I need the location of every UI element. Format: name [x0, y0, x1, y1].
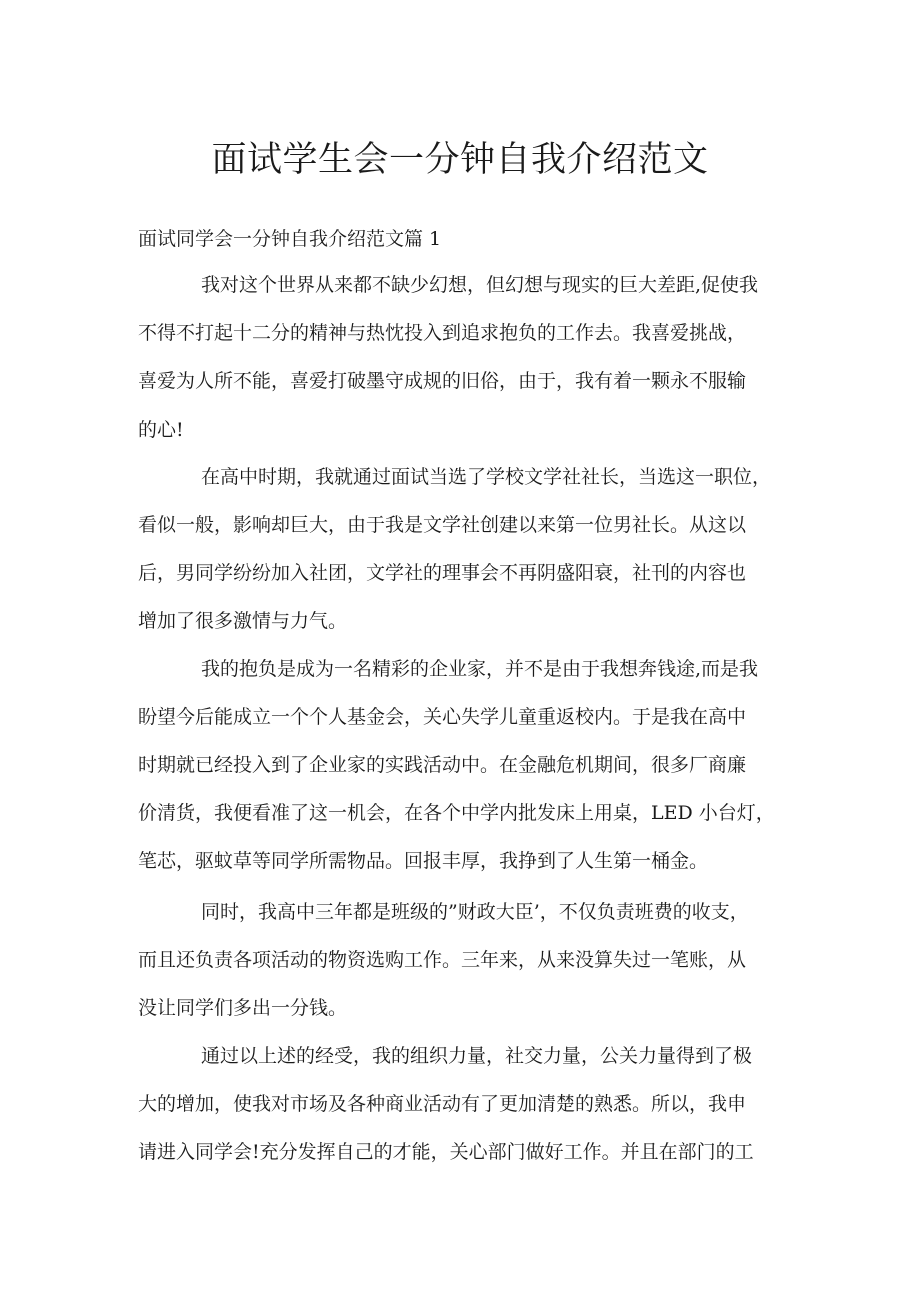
section-heading: 面试同学会一分钟自我介绍范文篇 1	[138, 228, 442, 250]
text-line: 后，男同学纷纷加入社团，文学社的理事会不再阴盛阳衰，社刊的内容也	[138, 562, 747, 584]
text-line: 而且还负责各项活动的物资选购工作。三年来，从来没算失过一笔账，从	[138, 949, 747, 971]
text-line: 大的增加，使我对市场及各种商业活动有了更加清楚的熟悉。所以，我申	[138, 1093, 747, 1115]
text-line: 在高中时期，我就通过面试当选了学校文学社社长，当选这一职位，	[201, 466, 772, 488]
text-line: 笔芯，驱蚊草等同学所需物品。回报丰厚，我挣到了人生第一桶金。	[138, 850, 709, 872]
text-line: 没让同学们多出一分钱。	[138, 997, 348, 1019]
text-line: 喜爱为人所不能，喜爱打破墨守成规的旧俗，由于，我有着一颗永不服输	[138, 370, 747, 392]
text-line: 通过以上述的经受，我的组织力量，社交力量，公关力量得到了极	[201, 1045, 753, 1067]
text-line: 请进入同学会!充分发挥自己的才能，关心部门做好工作。并且在部门的工	[138, 1141, 754, 1163]
text-line: 我的抱负是成为一名精彩的企业家，并不是由于我想奔钱途,而是我	[201, 658, 759, 680]
text-line: 价清货，我便看准了这一机会，在各个中学内批发床上用桌，LED 小台灯，	[138, 802, 775, 824]
text-line: 的心!	[138, 419, 184, 441]
page-title: 面试学生会一分钟自我介绍范文	[211, 140, 709, 180]
text-line: 盼望今后能成立一个个人基金会，关心失学儿童重返校内。于是我在高中	[138, 706, 747, 728]
text-line: 增加了很多激情与力气。	[138, 610, 348, 632]
text-line: 我对这个世界从来都不缺少幻想，但幻想与现实的巨大差距,促使我	[201, 274, 759, 296]
text-line: 同时，我高中三年都是班级的”财政大臣’，不仅负责班费的收支，	[201, 901, 749, 923]
text-line: 不得不打起十二分的精神与热忱投入到追求抱负的工作去。我喜爱挑战，	[138, 322, 747, 344]
text-line: 时期就已经投入到了企业家的实践活动中。在金融危机期间，很多厂商廉	[138, 754, 747, 776]
text-line: 看似一般，影响却巨大，由于我是文学社创建以来第一位男社长。从这以	[138, 514, 747, 536]
